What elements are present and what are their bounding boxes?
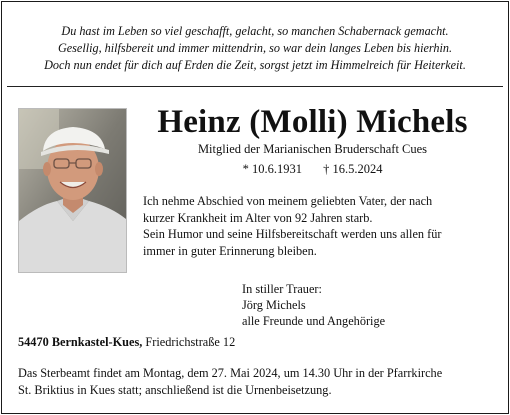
- portrait-photo: [18, 108, 127, 273]
- address-street: Friedrichstraße 12: [145, 335, 236, 349]
- service-line: St. Briktius in Kues statt; anschließend ist die Urnenbeisetzung.: [18, 383, 332, 397]
- message-line: Ich nehme Abschied von meinem geliebten Vater, der nach: [143, 194, 433, 208]
- memorial-poem: [0, 23, 510, 74]
- poem-line: Du hast im Leben so viel geschafft, gelacht, so manchen Schabernack gemacht.: [61, 24, 449, 38]
- mourners-block: [242, 281, 385, 329]
- service-details: [18, 365, 498, 399]
- address-line: [18, 335, 235, 350]
- poem-line: Doch nun endet für dich auf Erden die Zeit, sorgst jetzt im Himmelreich für Heiterkeit.: [44, 58, 466, 72]
- message-line: Sein Humor und seine Hilfsbereitschaft werden uns allen für: [143, 227, 442, 241]
- address-city: 54470 Bernkastel-Kues,: [18, 335, 143, 349]
- mourner-name: Jörg Michels: [242, 298, 306, 312]
- deceased-name: Heinz (Molli) Michels: [157, 104, 468, 140]
- poem-line: Gesellig, hilfsbereit und immer mittendrin, so war dein langes Leben bis hierhin.: [57, 41, 453, 55]
- portrait-illustration: [19, 109, 126, 272]
- mourners-heading: In stiller Trauer:: [242, 282, 322, 296]
- membership-line: Mitglied der Marianischen Bruderschaft Cues: [197, 142, 428, 156]
- death-date: † 16.5.2024: [323, 162, 383, 176]
- birth-date: * 10.6.1931: [242, 162, 302, 176]
- life-dates: [140, 162, 485, 177]
- mourner-name: alle Freunde und Angehörige: [242, 314, 386, 328]
- service-line: Das Sterbeamt findet am Montag, dem 27. Mai 2024, um 14.30 Uhr in der Pfarrkirche: [18, 366, 443, 380]
- message-line: immer in guter Erinnerung bleiben.: [143, 243, 317, 258]
- farewell-message: [143, 193, 483, 259]
- message-line: kurzer Krankheit im Alter von 92 Jahren starb.: [143, 210, 373, 225]
- divider-line: [7, 86, 503, 87]
